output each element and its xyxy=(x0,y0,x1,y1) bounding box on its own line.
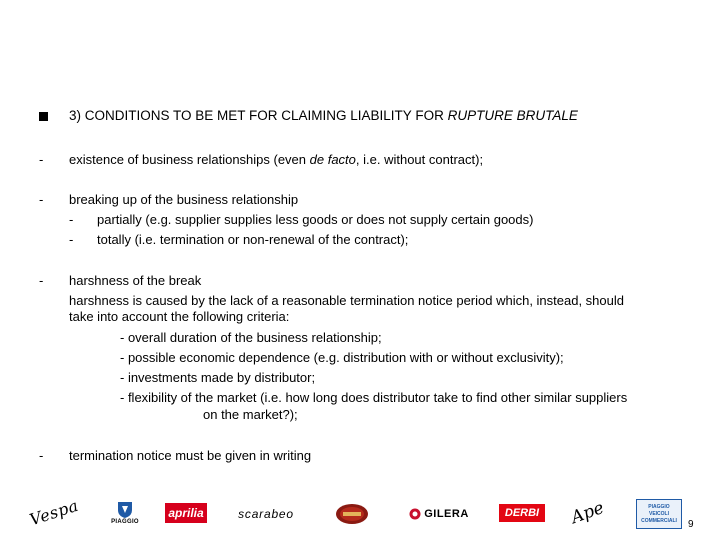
dash-bullet: - xyxy=(39,448,44,463)
piaggio-shield-icon xyxy=(117,501,133,519)
square-bullet-icon xyxy=(39,112,48,121)
moto-guzzi-logo xyxy=(334,502,370,526)
aprilia-wordmark: aprilia xyxy=(168,506,204,520)
sub-item: totally (i.e. termination or non-renewal of the contract); xyxy=(97,232,409,247)
piaggio-logo xyxy=(104,498,146,528)
piaggio-veicoli-commerciali-logo xyxy=(636,499,682,529)
vespa-wordmark: Vespa xyxy=(27,495,81,529)
gilera-badge-icon xyxy=(409,507,421,521)
piaggio-wordmark: PIAGGIO xyxy=(111,519,139,525)
item-emphasis: de facto xyxy=(309,152,356,167)
scarabeo-logo xyxy=(230,505,302,523)
gilera-wordmark: GILERA xyxy=(424,508,469,520)
derbi-logo xyxy=(499,504,545,522)
pvc-wordmark-line: PIAGGIO xyxy=(648,503,670,510)
gilera-logo xyxy=(405,505,473,523)
list-item-line: take into account the following criteria: xyxy=(69,309,290,324)
ape-logo xyxy=(566,498,610,528)
moto-guzzi-emblem-icon xyxy=(335,503,369,525)
scarabeo-wordmark: scarabeo xyxy=(238,507,294,521)
dash-bullet: - xyxy=(39,273,44,288)
heading-text: 3) CONDITIONS TO BE MET FOR CLAIMING LIABILITY FOR xyxy=(69,108,448,123)
criterion: - overall duration of the business relationship; xyxy=(120,330,382,345)
item-text: existence of business relationships (even xyxy=(69,152,310,167)
criterion: - flexibility of the market (i.e. how long does distributor take to find other similar suppliers xyxy=(120,390,628,405)
dash-bullet: - xyxy=(39,192,44,207)
sub-dash: - xyxy=(69,212,74,227)
list-item: breaking up of the business relationship xyxy=(69,192,299,207)
sub-item: partially (e.g. supplier supplies less goods or does not supply certain goods) xyxy=(97,212,534,227)
item-text: , i.e. without contract); xyxy=(355,152,484,167)
list-item xyxy=(69,150,483,170)
aprilia-logo xyxy=(165,503,207,523)
derbi-wordmark: DERBI xyxy=(504,507,540,519)
heading-emphasis: RUPTURE BRUTALE xyxy=(447,108,578,123)
pvc-wordmark-line: VEICOLI xyxy=(648,510,669,517)
list-item-line: harshness of the break xyxy=(69,273,202,288)
list-item: termination notice must be given in writing xyxy=(69,448,312,463)
pvc-wordmark-line: COMMERCIALI xyxy=(641,517,677,524)
criterion: - investments made by distributor; xyxy=(120,370,316,385)
list-item-line: harshness is caused by the lack of a reasonable termination notice period which, instead, should xyxy=(69,293,624,308)
section-heading xyxy=(69,108,578,123)
vespa-logo xyxy=(22,497,86,527)
sub-dash: - xyxy=(69,232,74,247)
criterion: - possible economic dependence (e.g. distribution with or without exclusivity); xyxy=(120,350,564,365)
page-number: 9 xyxy=(688,519,694,530)
ape-wordmark: Ape xyxy=(568,497,608,529)
dash-bullet: - xyxy=(39,152,44,167)
criterion-continuation: on the market?); xyxy=(203,407,298,422)
